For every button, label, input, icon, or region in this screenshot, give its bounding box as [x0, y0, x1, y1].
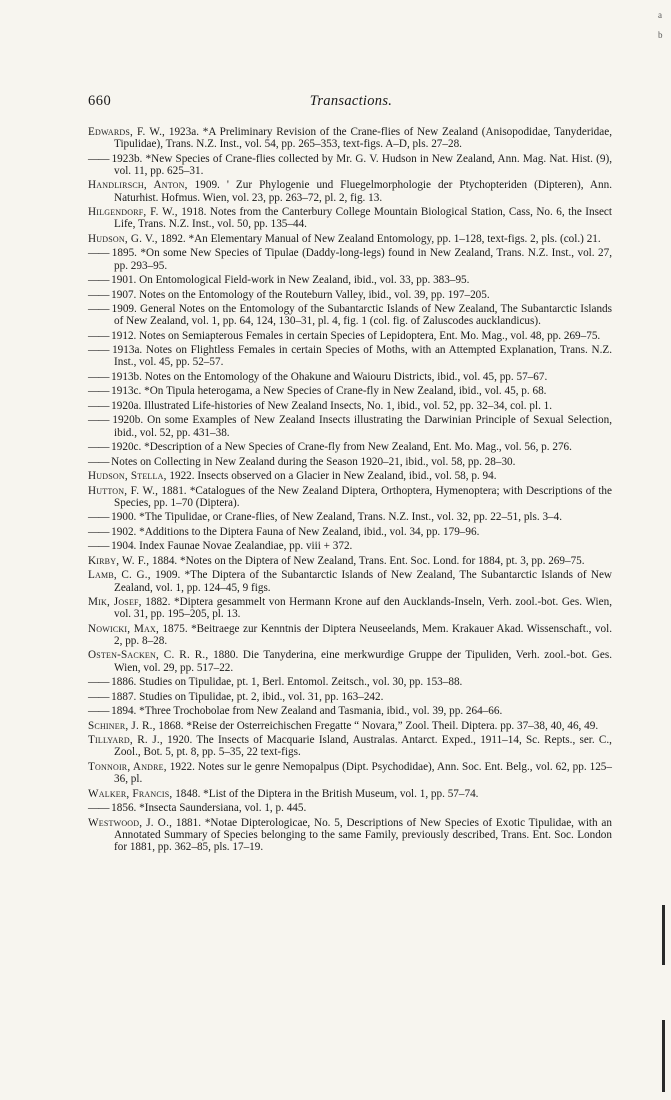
reference-entry [88, 385, 612, 397]
reference-author: —— [88, 329, 109, 342]
reference-text: 1875. *Beitraege zur Kenntnis der Diptera Neuseelands, Mem. Krakauer Akad. Wissenschaft., vol. 2, pp. 8–28. [114, 622, 613, 647]
reference-text: 1913a. Notes on Flightless Females in certain Species of Moths, with an Attempted Explanation, Trans. N.Z. Inst., vol. 45, pp. 52–57. [108, 344, 612, 369]
reference-entry [88, 761, 612, 785]
reference-author: —— [88, 455, 109, 468]
reference-text: 1920a. Illustrated Life-histories of New Zealand Insects, No. 1, ibid., vol. 52, pp. 32–34, col. pl. 1. [108, 399, 553, 412]
reference-entry [88, 303, 612, 327]
reference-author: Handlirsch, Anton, [88, 179, 188, 192]
reference-text: 1887. Studies on Tipulidae, pt. 2, ibid., vol. 31, pp. 163–242. [108, 690, 384, 703]
reference-entry [88, 289, 612, 301]
reference-entry [88, 623, 612, 647]
reference-author: —— [88, 385, 109, 398]
reference-entry [88, 676, 612, 688]
reference-text: 1920c. *Description of a New Species of Crane-fly from New Zealand, Ent. Mo. Mag., vol. 56, p. 276. [108, 441, 572, 454]
reference-author: Walker, Francis, [88, 787, 173, 800]
reference-author: Edwards, F. W., [88, 126, 166, 138]
reference-entry [88, 596, 612, 620]
reference-entry [88, 441, 612, 453]
reference-text: 1881. *Notae Dipterologicae, No. 5, Descriptions of New Species of Exotic Tipulidae, with an Annotated Summary of Species belonging to the same Family, previously described, Trans. Ent. Soc. London for 1881, pp. 362–85, pls. 17–19. [114, 816, 612, 853]
reference-text: 1907. Notes on the Entomology of the Routeburn Valley, ibid., vol. 39, pp. 197–205. [108, 288, 490, 301]
reference-entry [88, 330, 612, 342]
reference-entry [88, 414, 612, 438]
reference-entry [88, 247, 612, 271]
reference-author: —— [88, 525, 109, 538]
reference-author: Nowicki, Max, [88, 622, 159, 635]
reference-list [88, 126, 612, 855]
reference-text: 1912. Notes on Semiapterous Females in certain Species of Lepidoptera, Ent. Mo. Mag., vol. 48, pp. 269–75. [108, 329, 601, 342]
page-header [88, 93, 614, 115]
reference-entry [88, 649, 612, 673]
reference-author: Kirby, W. F., [88, 554, 150, 567]
reference-author: —— [88, 344, 109, 357]
reference-text: Notes on Collecting in New Zealand during the Season 1920–21, ibid., vol. 58, pp. 28–30. [108, 455, 516, 468]
reference-author: Hutton, F. W., [88, 484, 159, 497]
reference-entry [88, 705, 612, 717]
reference-author: Tonnoir, Andre, [88, 760, 167, 773]
reference-text: 1900. *The Tipulidae, or Crane-flies, of New Zealand, Trans. N.Z. Inst., vol. 32, pp. 22–51, pls. 3–4. [108, 511, 563, 524]
reference-author: —— [88, 247, 109, 260]
reference-text: 1886. Studies on Tipulidae, pt. 1, Berl. Entomol. Zeitsch., vol. 30, pp. 153–88. [108, 676, 463, 689]
reference-text: 1913c. *On Tipula heterogama, a New Species of Crane-fly in New Zealand, ibid., vol. 45, p. 68. [108, 385, 547, 398]
reference-text: 1920. The Insects of Macquarie Island, Australas. Antarct. Exped., 1911–14, Sc. Repts., ser. C., Zool., Bot. 5, pt. 8, pp. 5–35, 22 text-figs. [114, 734, 612, 759]
reference-author: —— [88, 705, 109, 718]
reference-text: 1868. *Reise der Osterreichischen Fregatte “ Novara,” Zool. Theil. Diptera. pp. 37–38, 40, 46, 49. [155, 719, 599, 732]
reference-text: 1901. On Entomological Field-work in New Zealand, ibid., vol. 33, pp. 383–95. [108, 274, 470, 287]
margin-mark: b [658, 30, 663, 40]
reference-entry [88, 485, 612, 509]
reference-author: —— [88, 303, 109, 316]
page-edge-mark [662, 905, 665, 965]
reference-text: 1882. *Diptera gesammelt von Hermann Krone auf den Aucklands-Inseln, Verh. zool.-bot. Ges. Wien, vol. 31, pp. 195–205, pl. 13. [114, 596, 612, 621]
reference-text: 1880. Die Tanyderina, eine merkwurdige Gruppe der Tipuliden, Verh. zool.-bot. Ges. Wien, vol. 29, pp. 517–22. [114, 649, 612, 674]
reference-author: —— [88, 274, 109, 287]
reference-entry [88, 691, 612, 703]
reference-author: —— [88, 370, 109, 383]
reference-text: 1904. Index Faunae Novae Zealandiae, pp. viii + 372. [108, 540, 353, 553]
reference-entry [88, 179, 612, 203]
reference-text: 1920b. On some Examples of New Zealand Insects illustrating the Darwinian Principle of Sexual Selection, ibid., vol. 52, pp. 431–38. [108, 414, 612, 439]
reference-author: —— [88, 540, 109, 553]
reference-text: 1848. *List of the Diptera in the British Museum, vol. 1, pp. 57–74. [172, 787, 479, 800]
reference-author: Tillyard, R. J., [88, 734, 163, 747]
reference-author: Lamb, C. G., [88, 569, 151, 582]
reference-entry [88, 456, 612, 468]
reference-text: 1856. *Insecta Saundersiana, vol. 1, p. 445. [108, 802, 307, 815]
reference-author: —— [88, 288, 109, 301]
reference-author: —— [88, 690, 109, 703]
running-head: Transactions. [309, 93, 393, 109]
reference-entry [88, 371, 612, 383]
reference-entry [88, 540, 612, 552]
reference-entry [88, 555, 612, 567]
reference-text: 1913b. Notes on the Entomology of the Ohakune and Waiouru Districts, ibid., vol. 45, pp. 57–67. [108, 370, 548, 383]
reference-author: —— [88, 152, 109, 165]
reference-entry [88, 569, 612, 593]
reference-text: 1923b. *New Species of Crane-flies collected by Mr. G. V. Hudson in New Zealand, Ann. Mag. Nat. Hist. (9), vol. 11, pp. 625–31. [108, 152, 612, 177]
page-number: 660 [88, 93, 112, 109]
reference-author: —— [88, 441, 109, 454]
reference-entry [88, 400, 612, 412]
reference-entry [88, 126, 612, 150]
reference-author: Hilgendorf, F. W., [88, 206, 178, 219]
reference-entry [88, 511, 612, 523]
reference-entry [88, 817, 612, 854]
reference-text: 1894. *Three Trochobolae from New Zealand and Tasmania, ibid., vol. 39, pp. 264–66. [108, 705, 503, 718]
reference-entry [88, 274, 612, 286]
reference-entry [88, 470, 612, 482]
reference-author: Mik, Josef, [88, 596, 142, 609]
reference-author: Hudson, Stella, [88, 470, 167, 483]
reference-text: 1922. Insects observed on a Glacier in New Zealand, ibid., vol. 58, p. 94. [166, 470, 497, 483]
reference-entry [88, 233, 612, 245]
reference-text: 1892. *An Elementary Manual of New Zealand Entomology, pp. 1–128, text-figs. 2, pls. (col.) 21. [157, 232, 601, 245]
reference-entry [88, 153, 612, 177]
reference-entry [88, 788, 612, 800]
reference-author: —— [88, 676, 109, 689]
reference-author: Westwood, J. O., [88, 816, 173, 829]
reference-author: Osten-Sacken, C. R. R., [88, 649, 209, 662]
reference-author: —— [88, 399, 109, 412]
page-edge-mark [662, 1020, 665, 1092]
reference-text: 1909. *The Diptera of the Subantarctic Islands of New Zealand, The Subantarctic Islands of New Zealand, vol. 1, pp. 124–45, 9 figs. [114, 569, 612, 594]
margin-mark: a [658, 10, 662, 20]
reference-text: 1909. General Notes on the Entomology of the Subantarctic Islands of New Zealand, The Subantarctic Islands of New Zealand, vol. 1, pp. 64, 124, 130–31, pl. 4, fig. 1 (col. fig. of Zaluscodes aucklandicus). [108, 303, 612, 328]
reference-entry [88, 526, 612, 538]
reference-text: 1918. Notes from the Canterbury College Mountain Biological Station, Cass, No. 6, the Insect Life, Trans. N.Z. Inst., vol. 50, pp. 135–44. [114, 206, 612, 231]
reference-entry [88, 206, 612, 230]
reference-text: 1881. *Catalogues of the New Zealand Diptera, Orthoptera, Hymenoptera; with Descriptions of the Species, pp. 1–70 (Diptera). [114, 484, 612, 509]
reference-text: 1895. *On some New Species of Tipulae (Daddy-long-legs) found in New Zealand, Trans. N.Z. Inst., vol. 27, pp. 293–95. [108, 247, 612, 272]
reference-author: —— [88, 511, 109, 524]
reference-entry [88, 802, 612, 814]
reference-text: 1923a. *A Preliminary Revision of the Crane-flies of New Zealand (Anisopodidae, Tanyderidae, Tipulidae), Trans. N.Z. Inst., vol. 54, pp. 265–353, text-figs. A–D, pls. 27–28. [114, 126, 612, 151]
reference-entry [88, 720, 612, 732]
reference-text: 1884. *Notes on the Diptera of New Zealand, Trans. Ent. Soc. Lond. for 1884, pt. 3, pp. 269–75. [149, 554, 585, 567]
reference-text: 1902. *Additions to the Diptera Fauna of New Zealand, ibid., vol. 34, pp. 179–96. [108, 525, 480, 538]
reference-text: 1909. ' Zur Phylogenie und Fluegelmorphologie der Ptychopteriden (Dipteren), Ann. Naturhist. Hofmus. Wien, vol. 23, pp. 263–72, pl. 2, fig. 13. [114, 179, 612, 204]
reference-author: Hudson, G. V., [88, 232, 158, 245]
reference-author: Schiner, J. R., [88, 719, 156, 732]
reference-text: 1922. Notes sur le genre Nemopalpus (Dipt. Psychodidae), Ann. Soc. Ent. Belg., vol. 62, pp. 125–36, pl. [114, 760, 612, 786]
reference-author: —— [88, 802, 109, 815]
reference-entry [88, 344, 612, 368]
reference-entry [88, 734, 612, 758]
reference-author: —— [88, 414, 109, 427]
